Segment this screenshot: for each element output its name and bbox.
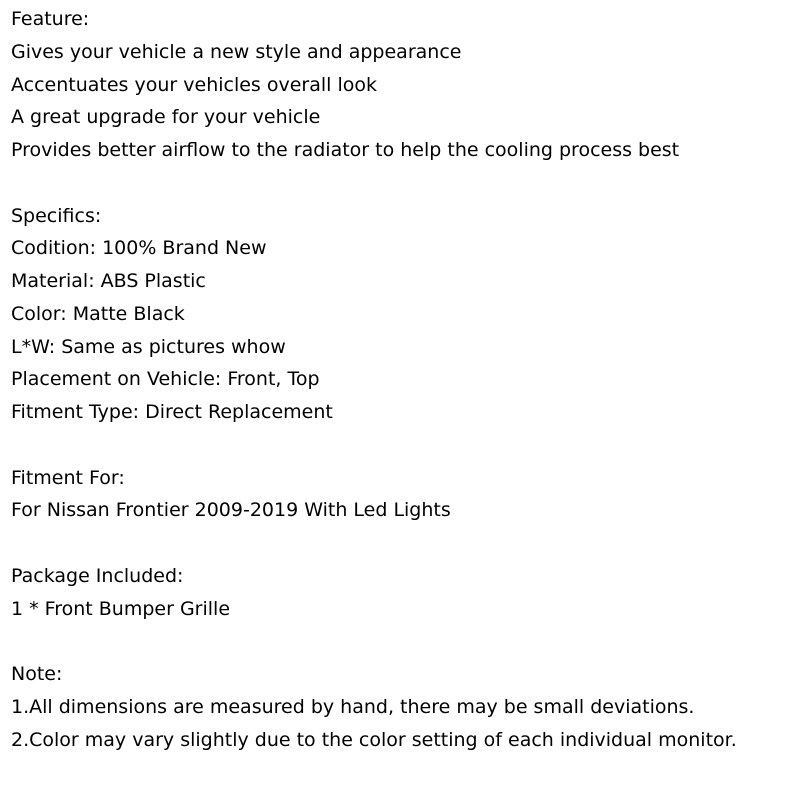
section-heading: Fitment For: xyxy=(11,466,125,489)
section-heading: Package Included: xyxy=(11,564,184,587)
specifics-section xyxy=(11,200,791,429)
list-item: Codition: 100% Brand New xyxy=(11,237,267,260)
list-item: Material: ABS Plastic xyxy=(11,270,206,292)
note-section xyxy=(11,658,791,756)
list-item: 2.Color may vary slightly due to the color setting of each individual monitor. xyxy=(11,728,737,751)
list-item: 1.All dimensions are measured by hand, there may be small deviations. xyxy=(11,695,695,718)
product-description xyxy=(11,3,791,756)
spacer xyxy=(11,429,791,462)
list-item: Color: Matte Black xyxy=(11,302,185,325)
list-item: Gives your vehicle a new style and appearance xyxy=(11,40,462,63)
list-item: For Nissan Frontier 2009-2019 With Led Lights xyxy=(11,499,451,522)
list-item: Placement on Vehicle: Front, Top xyxy=(11,368,320,391)
package-section xyxy=(11,560,791,626)
fitment-section xyxy=(11,462,791,528)
spacer xyxy=(11,167,791,200)
list-item: Accentuates your vehicles overall look xyxy=(11,73,378,96)
section-heading: Note: xyxy=(11,663,63,685)
list-item: Provides better airflow to the radiator to help the cooling process best xyxy=(11,139,680,161)
spacer xyxy=(11,527,791,560)
list-item: 1 * Front Bumper Grille xyxy=(11,597,231,620)
section-heading: Feature: xyxy=(11,8,90,30)
list-item: Fitment Type: Direct Replacement xyxy=(11,401,333,423)
spacer xyxy=(11,625,791,658)
section-heading: Specifics: xyxy=(11,204,102,227)
list-item: L*W: Same as pictures whow xyxy=(11,335,286,358)
feature-section xyxy=(11,3,791,167)
list-item: A great upgrade for your vehicle xyxy=(11,106,321,129)
